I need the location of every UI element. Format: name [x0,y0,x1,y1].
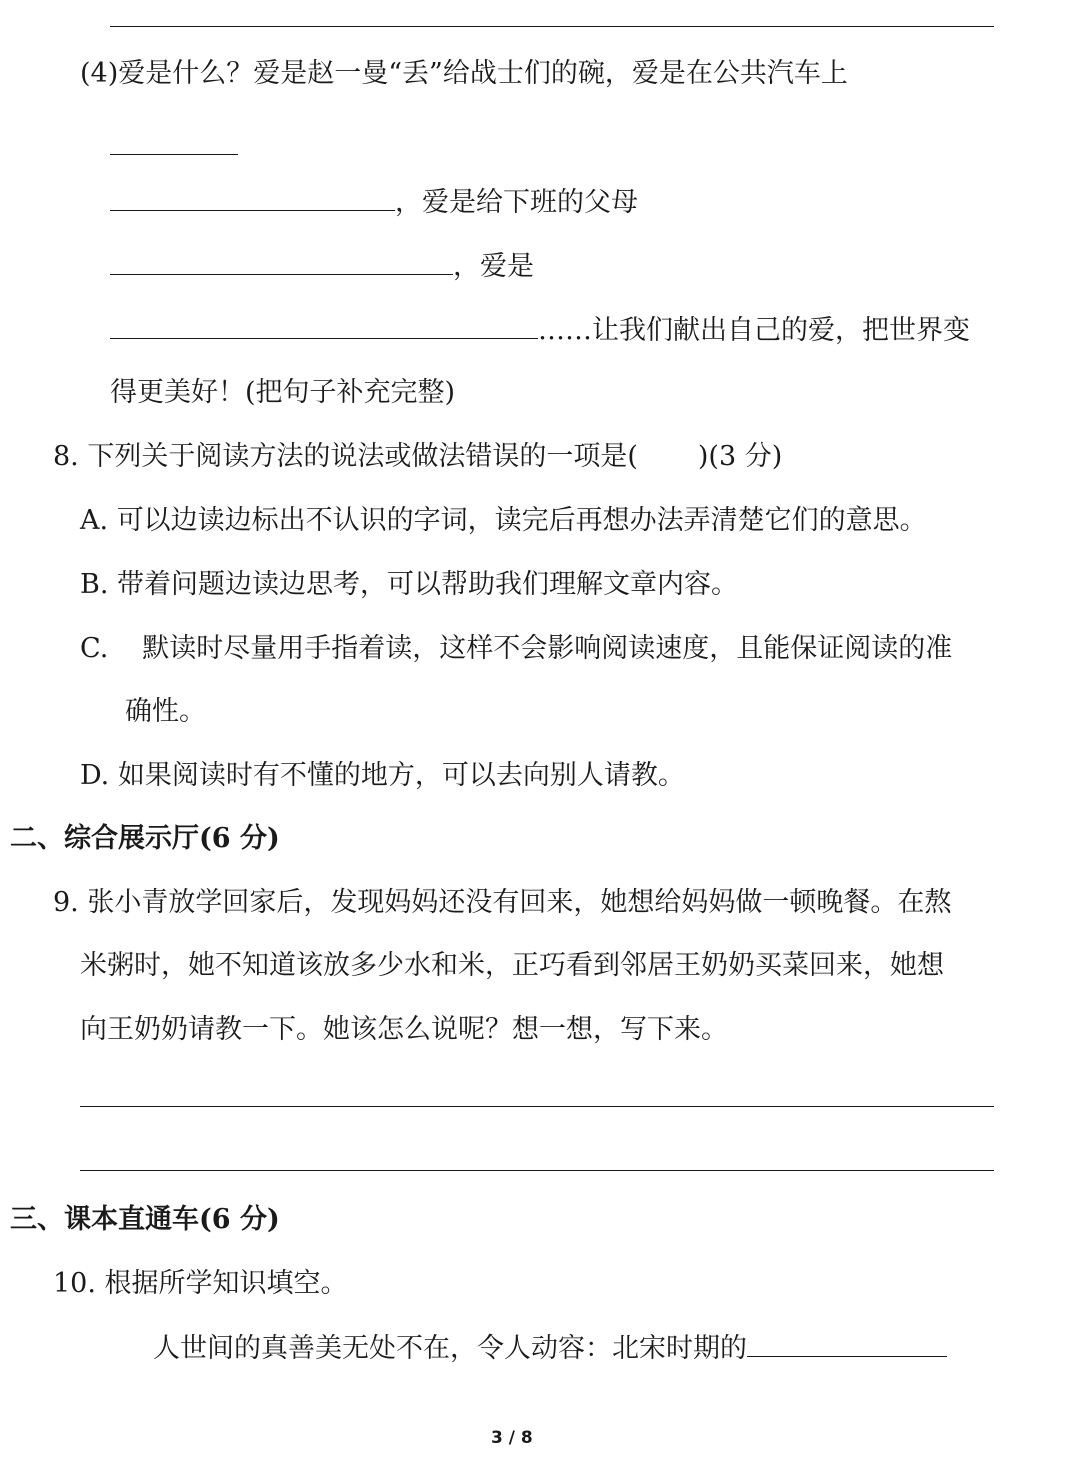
q7-line4-text: ，爱是 [453,251,534,282]
q8-option-c-text: 默读时尽量用手指着读，这样不会影响阅读速度，且能保证阅读的准 [142,633,953,664]
q7-part4-line4 [110,248,534,285]
q9-answer-line-2[interactable] [80,1170,994,1171]
section2-heading: 二、综合展示厅(6 分) [10,823,280,854]
q9-answer-line-1[interactable] [80,1106,994,1107]
q8-option-a-text: 可以边读边标出不认识的字词，读完后再想办法弄清楚它们的意思。 [116,505,927,536]
q10-line1 [153,1330,947,1367]
q9-line2: 米粥时，她不知道该放多少水和米，正巧看到邻居王奶奶买菜回来，她想 [80,950,944,981]
q7-answer-blank-3[interactable] [110,248,453,275]
q10-line1-text: 人世间的真善美无处不在，令人动容：北宋时期的 [153,1333,747,1364]
q8-option-a[interactable] [80,503,927,539]
q8-score: )(3 分) [697,441,783,472]
section3-heading: 三、课本直通车(6 分) [10,1204,280,1235]
q8-option-c-letter: C. [80,633,109,664]
answer-line-top[interactable] [110,26,994,27]
q8-option-c-cont: 确性。 [125,696,206,727]
q8-option-b[interactable] [80,567,738,603]
q9-line3: 向王奶奶请教一下。她该怎么说呢？想一想，写下来。 [80,1014,728,1045]
q9-line1: 9. 张小青放学回家后，发现妈妈还没有回来，她想给妈妈做一顿晚餐。在熬 [53,887,952,918]
q10-answer-blank-1[interactable] [747,1330,947,1357]
q8-option-d-letter: D. [80,760,110,791]
q10-stem: 10. 根据所学知识填空。 [53,1268,348,1299]
q8-option-c[interactable] [80,631,952,667]
q8-option-a-letter: A. [80,505,109,536]
q7-line3-text: ，爱是给下班的父母 [395,187,638,218]
q8-option-b-text: 带着问题边读边思考，可以帮助我们理解文章内容。 [117,569,739,600]
q7-answer-blank-4[interactable] [110,312,538,339]
q8-stem-text: 8. 下列关于阅读方法的说法或做法错误的一项是( [53,441,638,472]
q7-part4-line5 [110,312,970,349]
q8-stem [53,439,782,475]
q7-part4-line3 [110,184,638,221]
q7-answer-blank-2[interactable] [110,184,395,211]
q7-part4-line6: 得更美好！(把句子补充完整) [110,377,456,408]
q8-option-b-letter: B. [80,569,109,600]
q8-option-d[interactable] [80,758,685,794]
q7-answer-blank-1[interactable] [110,154,238,155]
page-number: 3 / 8 [491,1428,533,1448]
q8-option-d-text: 如果阅读时有不懂的地方，可以去向别人请教。 [117,760,685,791]
q7-part4-line1: (4)爱是什么？爱是赵一曼“丢”给战士们的碗，爱是在公共汽车上 [80,58,848,89]
q7-line5-text: ……让我们献出自己的爱，把世界变 [538,315,970,346]
